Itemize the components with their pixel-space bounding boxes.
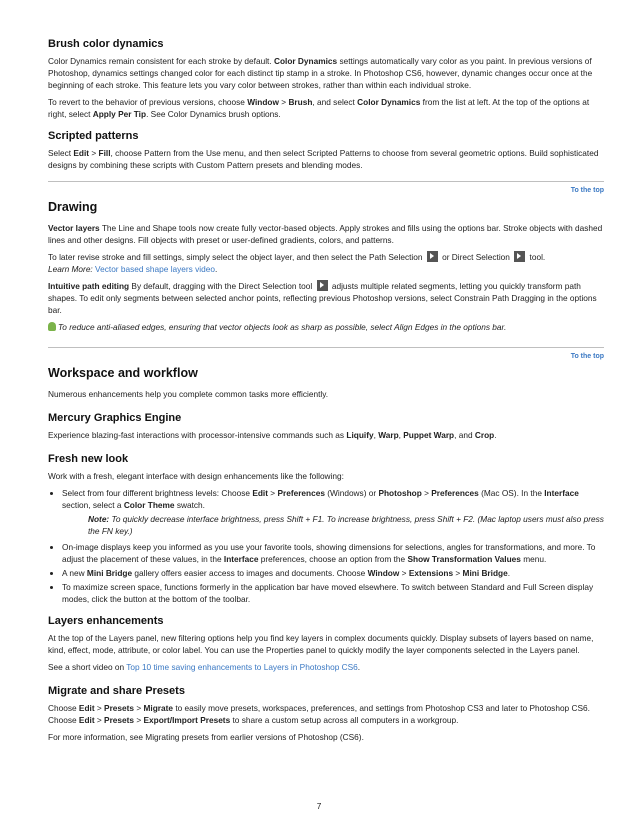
paragraph: Choose Edit > Presets > Migrate to easily move presets, workspaces, preferences, and settings from Photoshop CS3 and later to Photoshop CS6. Choose Edit > Presets > Export/Import Presets to share a custom setup across all computers in a workgroup. [48, 703, 590, 725]
bullet-list [48, 487, 604, 605]
vector-shape-layers-video-link[interactable]: Vector based shape layers video [95, 264, 215, 274]
paragraph: Intuitive path editing By default, dragging with the Direct Selection tool adjusts multiple related segments, letting you quickly transform path shapes. To edit only segments between selected anchor points, reflecting previous Photoshop versions, select Constrain Path Dragging in the options bar. [48, 281, 597, 315]
paragraph: Select Edit > Fill, choose Pattern from the Use menu, and then select Scripted Patterns to choose from several geometric options. Build sophisticated designs by combining these scripts with Custom Pattern presets and blending modes. [48, 148, 599, 170]
paragraph: Color Dynamics remain consistent for each stroke by default. Color Dynamics settings automatically vary color as you paint. In previous versions of Photoshop, dynamics settings changed color for each distinct tip stamp in a stroke. In Photoshop CS6, however, dynamic changes occur once at the beginning of each stroke. This feature lets you vary color between strokes, rather than within each individual stroke. [48, 56, 593, 90]
section-drawing [48, 182, 604, 333]
list-item: • On-image displays keep you informed as you use your favorite tools, showing dimensions for selections, angles for transformations, and more. To adjust the placement of these values, in the Interface preferences, choose an option from the Show Transformation Values menu. [62, 541, 604, 565]
paragraph: See a short video on Top 10 time saving enhancements to Layers in Photoshop CS6. [48, 662, 361, 672]
paragraph: To revert to the behavior of previous versions, choose Window > Brush, and select Color Dynamics from the list at left. At the top of the options at right, select Apply Per Tip. See Color Dynamics brush options. [48, 97, 590, 119]
paragraph: Work with a fresh, elegant interface with design enhancements like the following: [48, 471, 344, 481]
paragraph: At the top of the Layers panel, new filtering options help you find key layers in complex documents quickly. Display subsets of layers based on name, kind, effect, mode, attribute, or color label. You can use the Properties panel to quickly modify the layer components selected in the Layers panel. [48, 633, 594, 655]
section-divider [48, 181, 604, 194]
list-item: • To maximize screen space, functions formerly in the application bar have moved elsewhere. To switch between Standard and Full Screen display modes, click the button at the bottom of the toolbar. [62, 581, 604, 605]
heading-workspace-and-workflow: Workspace and workflow [48, 366, 198, 380]
heading-mercury-graphics-engine: Mercury Graphics Engine [48, 412, 182, 424]
heading-drawing: Drawing [48, 200, 98, 214]
list-item: • Select from four different brightness levels: Choose Edit > Preferences (Windows) or Photoshop > Preferences (Mac OS). In the Interface section, select a Color Theme swatch. Note: To quickly decrease interface brightness, press Shift + F1. To increase brightness, press Shift + F2. (Mac laptop users must also press the FN key.) [62, 487, 604, 537]
paragraph: Numerous enhancements help you complete common tasks more efficiently. [48, 389, 329, 399]
path-selection-tool-icon [427, 251, 438, 262]
section-workspace [48, 348, 604, 743]
section-divider [48, 347, 604, 360]
to-the-top-link[interactable]: To the top [570, 187, 604, 194]
paragraph: For more information, see Migrating presets from earlier versions of Photoshop (CS6). [48, 732, 364, 742]
note: Note: To quickly decrease interface brightness, press Shift + F1. To increase brightness, press Shift + F2. (Mac laptop users must also press the FN key.) [88, 514, 604, 536]
tip: To reduce anti-aliased edges, ensuring that vector objects look as sharp as possible, select Align Edges in the options bar. [48, 321, 604, 333]
heading-migrate-and-share-presets: Migrate and share Presets [48, 685, 185, 697]
lightbulb-tip-icon [48, 322, 56, 331]
heading-scripted-patterns: Scripted patterns [48, 130, 139, 142]
section-brush-color-dynamics [48, 38, 604, 120]
document-page [48, 38, 604, 749]
page-number: 7 [316, 801, 322, 811]
list-item: • A new Mini Bridge gallery offers easier access to images and documents. Choose Window > Extensions > Mini Bridge. [62, 567, 604, 579]
section-scripted-patterns [48, 130, 604, 171]
heading-fresh-new-look: Fresh new look [48, 453, 129, 465]
heading-layers-enhancements: Layers enhancements [48, 615, 164, 627]
to-the-top-link[interactable]: To the top [570, 353, 604, 360]
layers-video-link[interactable]: Top 10 time saving enhancements to Layers in Photoshop CS6 [126, 662, 358, 672]
paragraph: Experience blazing-fast interactions with processor-intensive commands such as Liquify, Warp, Puppet Warp, and Crop. [48, 430, 497, 440]
direct-selection-tool-icon [317, 280, 328, 291]
heading-brush-color-dynamics: Brush color dynamics [48, 38, 164, 50]
direct-selection-tool-icon [514, 251, 525, 262]
paragraph: Vector layers The Line and Shape tools now create fully vector-based objects. Apply strokes and fills using the options bar. Stroke objects with dashed lines and other designs. Fill objects with preset or user-defined gradients, colors, and patterns. [48, 223, 603, 245]
paragraph: To later revise stroke and fill settings, simply select the object layer, and then select the Path Selection or Direct Selection tool. Learn More: Vector based shape layers video. [48, 252, 546, 274]
